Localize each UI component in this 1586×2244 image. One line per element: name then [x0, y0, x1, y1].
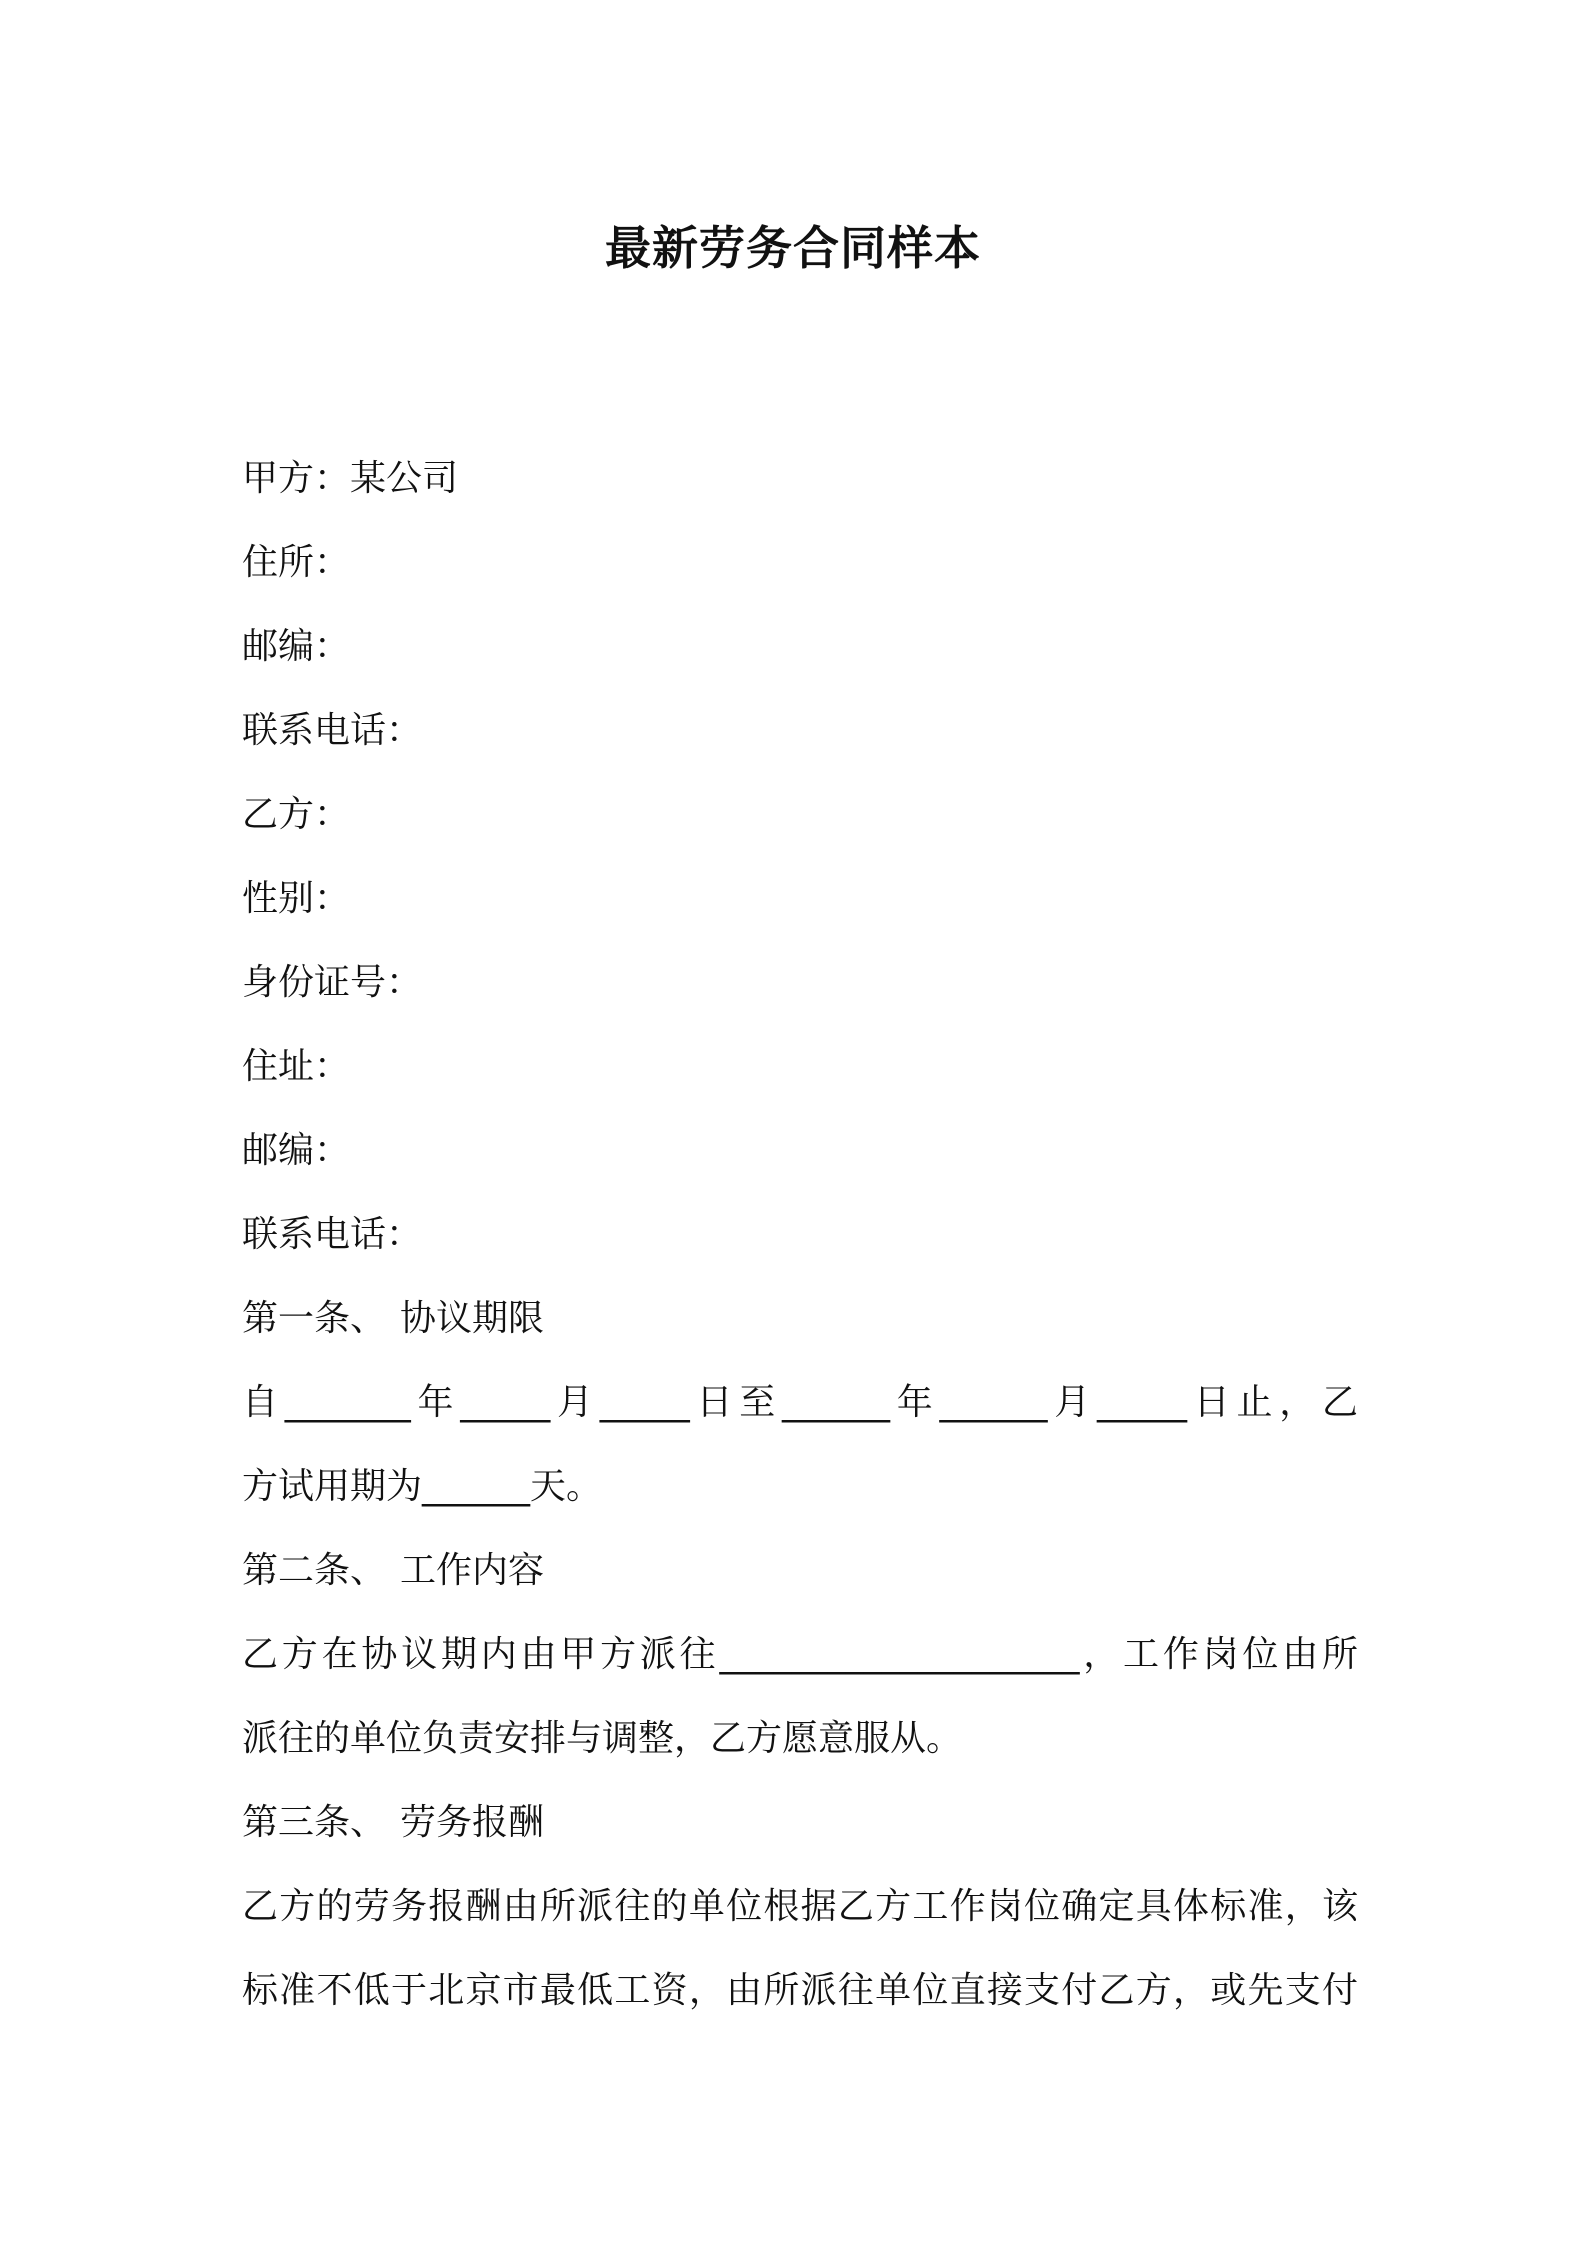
- party-b-postcode-line: 邮编：: [242, 1130, 351, 1171]
- article-2-body-line-2: 派往的单位负责安排与调整，乙方愿意服从。: [242, 1718, 963, 1759]
- party-b-name-line: 乙方：: [242, 794, 351, 835]
- article-3-number: 第三条、: [242, 1802, 387, 1843]
- party-a-postcode-line: 邮编：: [242, 626, 351, 667]
- party-b-address-line: 住址：: [242, 1046, 351, 1087]
- article-1-body-line-1: 自_______年_____月_____日至______年______月_____日止，乙: [242, 1382, 1358, 1423]
- party-b-id-number-line: 身份证号：: [242, 962, 423, 1003]
- party-b-phone-line: 联系电话：: [242, 1214, 423, 1255]
- article-3-body-line-1: 乙方的劳务报酬由所派往的单位根据乙方工作岗位确定具体标准，该: [242, 1886, 1358, 1927]
- document-title: 最新劳务合同样本: [605, 221, 981, 275]
- article-1-title: 协议期限: [400, 1298, 545, 1339]
- party-a-name-value: 某公司: [350, 458, 459, 499]
- article-3-heading: [242, 1781, 1358, 1865]
- party-a-address-line: 住所：: [242, 542, 351, 583]
- party-a-name-line: [242, 437, 1358, 521]
- party-a-name-label: 甲方：: [242, 458, 351, 499]
- article-2-heading: [242, 1529, 1358, 1613]
- article-1-number: 第一条、: [242, 1298, 387, 1339]
- article-1-heading: [242, 1277, 1358, 1361]
- article-2-number: 第二条、: [242, 1550, 387, 1591]
- article-2-title: 工作内容: [400, 1550, 545, 1591]
- party-b-gender-line: 性别：: [242, 878, 351, 919]
- article-1-body-line-2: 方试用期为______天。: [242, 1466, 603, 1507]
- party-a-phone-line: 联系电话：: [242, 710, 423, 751]
- document-body: [242, 437, 1358, 2033]
- article-3-title: 劳务报酬: [400, 1802, 545, 1843]
- article-2-body-line-1: 乙方在协议期内由甲方派往____________________，工作岗位由所: [242, 1634, 1358, 1675]
- article-3-body-line-2: 标准不低于北京市最低工资，由所派往单位直接支付乙方，或先支付: [242, 1970, 1358, 2011]
